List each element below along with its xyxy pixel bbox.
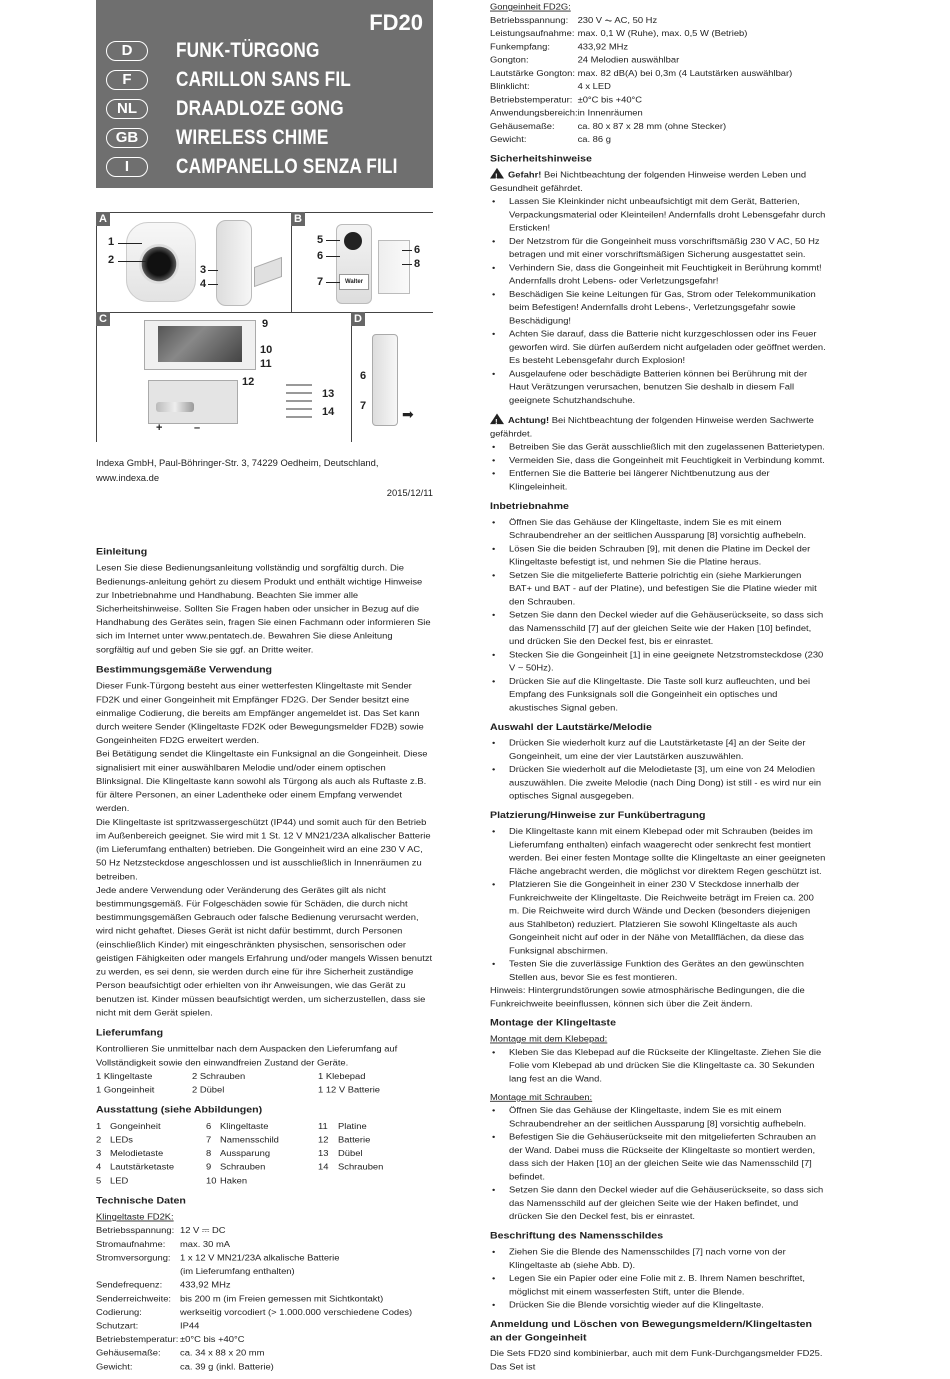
list-item: • Setzen Sie dann den Deckel wieder auf die Gehäuserückseite, so dass sich das Namensschild [7] auf der gleichen Seite wie der Haken [10] befindet, und drücken Sie den Deckel fest, bis er einrastet.: [490, 608, 826, 648]
bell-side-d-image: [372, 334, 398, 426]
table-cell: Betriebstemperatur:: [96, 1333, 179, 1344]
gefahr-label: Gefahr!: [508, 169, 542, 180]
table-cell: Gehäusemaße:: [490, 121, 555, 131]
table-cell: (im Lieferumfang enthalten): [180, 1265, 295, 1276]
einleitung-text: Lesen Sie diese Bedienungsanleitung vollständig und sorgfältig durch. Die Bedienungs-anleitung gehört zu diesem Produkt und enthält wichtige Hinweise zur Inbetriebnahme und Handhabung. Beachten Sie immer alle Sicherheitshinweise. Sollten Sie Fragen haben oder unsicher in Bezug auf die Handhabung des Gerätes sein, fragen Sie einen Fachmann oder informieren Sie sich im Internet unter www.pentatech.de. Bewahren Sie diese Anleitung sorgfältig auf und geben Sie sie ggf. an Dritte weiter.: [96, 562, 431, 655]
address-block: [96, 455, 433, 500]
auswahl-list: [490, 736, 826, 802]
table-cell: Blinklicht:: [490, 81, 530, 92]
heading-ausstattung: Ausstattung (siehe Abbildungen): [96, 1104, 263, 1116]
list-item: • Drücken Sie die Blende vorsichtig wieder auf die Klingeltaste.: [490, 1298, 826, 1311]
achtung-list: [490, 440, 826, 493]
table-cell: 1 Gongeinheit: [96, 1084, 155, 1095]
label-7: 7: [317, 276, 324, 288]
title-fr: CARILLON SANS FIL: [176, 68, 351, 91]
table-cell: 6: [206, 1120, 212, 1131]
figure-b-label: B: [291, 212, 305, 226]
company-address: Indexa GmbH, Paul-Böhringer-Str. 3, 74229 Oedheim, Deutschland, www.indexa.de: [96, 457, 379, 483]
table-cell: Schutzart:: [96, 1320, 139, 1331]
list-item: • Platzieren Sie die Gongeinheit in einer 230 V Steckdose innerhalb der Funkreichweite der Klingeltaste. Die Reichweite beträgt im Freien ca. 200 m. Die Reichweite wird durch Wände und Decken (besonders diejenigen aus Stahlbeton) reduziert. Platzieren Sie sowohl Klingeltaste als auch Gongeinheit nicht auf oder in der Nähe von Metallflächen, da diese das Funksignal abschirmen.: [490, 877, 826, 957]
table-cell: ca. 34 x 88 x 20 mm: [180, 1347, 265, 1358]
list-item: • Setzen Sie dann den Deckel wieder auf die Gehäuserückseite, so dass sich das Namensschild auf der gleichen Seite wie der Haken befindet, und drücken Sie den Deckel fest, bis er einrastet.: [490, 1183, 826, 1223]
table-row: [490, 53, 792, 66]
list-item: • Ausgelaufene oder beschädigte Batterien können bei Berührung mit der Haut Verätzungen verursachen, benutzen Sie deshalb in diesem Fall geeignete Schutzhandschuhe.: [490, 367, 826, 407]
table-cell: 9: [206, 1161, 212, 1172]
leader-8: [402, 264, 412, 265]
battery-plus: +: [156, 422, 163, 434]
label-7d: 7: [360, 400, 367, 412]
revision-date: 2015/12/11: [386, 487, 433, 498]
table-cell: 24 Melodien auswählbar: [577, 54, 680, 65]
table-row: [96, 1132, 433, 1146]
lieferumfang-table: [96, 1069, 433, 1096]
platzierung-hinweis: Hinweis: Hintergrundstörungen sowie atmosphärische Bedingungen, die die Funkreichweite beeinflussen, können sich über die Zeit ändern.: [490, 985, 805, 1009]
subheading-schrauben: Montage mit Schrauben:: [490, 1092, 593, 1102]
title-it: CAMPANELLO SENZA FILI: [176, 155, 398, 178]
title-nl: DRAADLOZE GONG: [176, 97, 344, 120]
list-item: • Vermeiden Sie, dass die Gongeinheit mit Feuchtigkeit in Verbindung kommt.: [490, 453, 826, 466]
ausstattung-table: [96, 1119, 433, 1187]
table-cell: 12 V ⎓ DC: [180, 1225, 226, 1236]
table-cell: Leistungsaufnahme:: [490, 28, 575, 38]
leader-1: [118, 243, 142, 244]
label-6b: 6: [414, 244, 421, 256]
table-row: [96, 1250, 412, 1264]
table-cell: ±0°C bis +40°C: [577, 94, 643, 105]
table-cell: Dübel: [338, 1147, 363, 1158]
lang-badge-f: F: [106, 70, 148, 90]
anmeldung-text: Die Sets FD20 sind kombinierbar, auch mit dem Funk-Durchgangsmelder FD25. Das Set ist: [490, 1348, 823, 1372]
label-6: 6: [317, 250, 324, 262]
table-row: [96, 1278, 412, 1292]
table-cell: [338, 1173, 433, 1187]
inbetriebnahme-list: [490, 515, 826, 714]
table-row: [96, 1305, 412, 1319]
table-cell: ±0°C bis +40°C: [180, 1333, 245, 1344]
list-item: • Entfernen Sie die Batterie bei längerer Nichtbenutzung aus der Klingeleinheit.: [490, 466, 826, 493]
list-item: • Öffnen Sie das Gehäuse der Klingeltaste, indem Sie es mit einem Schraubendreher an der seitlichen Aussparung [8] vorsichtig aufhebeln.: [490, 1103, 826, 1130]
figure-c-label: C: [96, 312, 110, 326]
table-row: [96, 1264, 412, 1278]
achtung-label: Achtung!: [508, 415, 550, 425]
sicherheit-list: [490, 194, 826, 406]
table-cell: Sendefrequenz:: [96, 1279, 163, 1290]
label-9: 9: [262, 318, 269, 330]
label-6d: 6: [360, 370, 367, 382]
table-cell: max. 0,1 W (Ruhe), max. 0,5 W (Betrieb): [577, 28, 748, 38]
label-10: 10: [260, 344, 273, 356]
table-row: [96, 1083, 433, 1097]
heading-lieferumfang: Lieferumfang: [96, 1027, 164, 1039]
table-row: [96, 1173, 433, 1187]
gefahr-note: [490, 168, 826, 195]
title-de: FUNK-TÜRGONG: [176, 39, 320, 62]
table-row: [96, 1146, 433, 1160]
table-cell: IP44: [180, 1320, 200, 1331]
bestimmung-para-3: Die Klingeltaste ist spritzwassergeschützt (IP44) und somit auch für den Betrieb im Außenbereich geeignet. Sie wird mit 1 St. 12 V MN21/23A alkalischer Batterie (im Lieferumfang enthalten) betrieben. Die Gongeinheit wird an eine 230 V AC, 50 Hz Netzsteckdose angeschlossen und ist ausschließlich in Innenräumen zu betreiben.: [96, 816, 431, 882]
product-code: FD20: [369, 10, 423, 35]
heading-sicherheitshinweise: Sicherheitshinweise: [490, 153, 592, 165]
list-item: • Lassen Sie Kleinkinder nicht unbeaufsichtigt mit dem Gerät, Batterien, Verpackungsmaterial oder Kleinteilen! Andernfalls droht Lebensgefahr durch Ersticken!: [490, 194, 826, 234]
gefahr-text: Bei Nichtbeachtung der folgenden Hinweise werden Leben und Gesundheit gefährdet.: [490, 169, 807, 193]
table-cell: Lautstärke Gongton:: [490, 68, 575, 78]
table-cell: 3: [96, 1147, 102, 1158]
heading-bestimmung: Bestimmungsgemäße Verwendung: [96, 664, 273, 676]
achtung-note: [490, 413, 826, 440]
figure-a-label: A: [96, 212, 110, 226]
gong-side-image: [216, 220, 252, 306]
label-12: 12: [242, 376, 255, 388]
table-row: [490, 13, 792, 26]
table-cell: 2 Schrauben: [192, 1070, 246, 1081]
warning-icon: [490, 168, 504, 179]
list-item: • Setzen Sie die mitgelieferte Batterie polrichtig ein (siehe Markierungen BAT+ und BAT - auf der Platine), und befestigen Sie die Platine wieder mit den Schrauben.: [490, 568, 826, 608]
list-item: • Drücken Sie wiederholt kurz auf die Lautstärketaste [4] an der Seite der Gongeinheit, um eine der vier Lautstärken auszuwählen.: [490, 736, 826, 763]
heading-anmeldung: Anmeldung und Löschen von Bewegungsmeldern/Klingeltasten an der Gongeinheit: [490, 1319, 812, 1343]
table-cell: 8: [206, 1147, 212, 1158]
table-cell: 7: [206, 1134, 212, 1145]
list-item: • Betreiben Sie das Gerät ausschließlich mit den zugelassenen Batterietypen.: [490, 440, 826, 453]
table-cell: Schrauben: [338, 1161, 384, 1172]
battery-minus: –: [194, 422, 201, 434]
beschriftung-list: [490, 1245, 826, 1311]
table-cell: 1: [96, 1120, 102, 1131]
table-cell: Gongeinheit: [110, 1120, 161, 1131]
table-cell: Stromversorgung:: [96, 1252, 171, 1263]
table-cell: 12: [318, 1134, 329, 1145]
leader-7: [326, 282, 340, 283]
list-item: • Drücken Sie wiederholt auf die Melodietaste [3], um eine von 24 Melodien auszuwählen. Die zweite Melodie (nach Ding Dong) ist still - es wird nur ein optisches Signal ausgegeben.: [490, 762, 826, 802]
table-cell: Betriebsspannung:: [96, 1225, 175, 1236]
table-cell: Batterie: [338, 1134, 371, 1145]
table-cell: 13: [318, 1147, 329, 1158]
leader-5: [326, 240, 340, 241]
arrow-right-icon: ➡: [402, 406, 414, 422]
label-3: 3: [200, 264, 207, 276]
table-row: [96, 1160, 433, 1174]
leader-4: [208, 284, 218, 285]
table-row: [490, 119, 792, 132]
list-item: • Der Netzstrom für die Gongeinheit muss vorschriftsmäßig 230 V AC, 50 Hz betragen und mit einer vorschriftsmäßigen Sicherung ausgestattet sein.: [490, 234, 826, 261]
table-cell: 433,92 MHz: [577, 41, 629, 52]
subheading-gongeinheit: Gongeinheit FD2G:: [490, 1, 571, 12]
speaker-grille: [139, 244, 179, 284]
list-item: • Beschädigen Sie keine Leitungen für Gas, Strom oder Telekommunikation beim Befestigen! Andernfalls droht Lebens-, Verletzungsgefahr sowie Beschädigung!: [490, 287, 826, 327]
table-cell: bis 200 m (im Freien gemessen mit Sichtkontakt): [180, 1293, 384, 1304]
leader-6b: [402, 250, 412, 251]
name-plate: [339, 274, 369, 290]
table-cell: Senderreichweite:: [96, 1293, 172, 1304]
table-row: [96, 1291, 412, 1305]
table-cell: Schrauben: [220, 1161, 266, 1172]
tech-table-gongeinheit: [490, 13, 792, 146]
list-item: • Drücken Sie auf die Klingeltaste. Die Taste soll kurz aufleuchten, und bei Empfang des Funksignals soll die Gongeinheit ein optisches und akustisches Signal geben.: [490, 674, 826, 714]
montage-schrauben-list: [490, 1103, 826, 1222]
table-row: [96, 1237, 412, 1251]
table-cell: 2: [96, 1134, 102, 1145]
tech-table-klingeltaste: [96, 1223, 412, 1373]
table-cell: Gewicht:: [490, 134, 527, 145]
label-13: 13: [322, 388, 335, 400]
list-item: • Die Klingeltaste kann mit einem Klebepad oder mit Schrauben (beides im Lieferumfang enthalten) einfach waagerecht oder senkrecht fest montiert werden. Bei einer festen Montage sollte die Klingeltaste an einer geeigneten Fläche angebracht werden, die möglichst vor direktem Regen geschützt ist.: [490, 824, 826, 877]
title-banner: [96, 0, 433, 188]
table-cell: LED: [110, 1175, 129, 1186]
label-5: 5: [317, 234, 324, 246]
table-cell: Namensschild: [220, 1134, 279, 1145]
list-item: • Ziehen Sie die Blende des Namensschildes [7] nach vorne von der Klingeltaste ab (siehe Abb. D).: [490, 1245, 826, 1272]
table-cell: max. 82 dB(A) bei 0,3m (4 Lautstärken auswählbar): [577, 68, 793, 78]
label-14: 14: [322, 406, 335, 418]
heading-platzierung: Platzierung/Hinweise zur Funkübertragung: [490, 810, 706, 821]
list-item: • Befestigen Sie die Gehäuserückseite mit den mitgelieferten Schrauben an der Wand. Dabei muss die Rückseite der Klingeltaste so montiert werden, dass sich der Haken [10] an der gleichen Seite wie das Namensschild [7] befindet.: [490, 1130, 826, 1183]
leader-6: [326, 256, 340, 257]
left-column: [96, 538, 433, 1373]
heading-technische-daten: Technische Daten: [96, 1195, 186, 1206]
subheading-klebepad: Montage mit dem Klebepad:: [490, 1033, 608, 1044]
name-plate-text: Walter: [344, 279, 364, 285]
table-cell: max. 30 mA: [180, 1238, 231, 1249]
table-row: [96, 1319, 412, 1333]
screws-image: [286, 384, 312, 418]
table-row: [96, 1346, 412, 1360]
list-item: • Kleben Sie das Klebepad auf die Rückseite der Klingeltaste. Ziehen Sie die Folie vom Klebepad ab und drücken Sie die Klingeltaste ca. 30 Sekunden lang fest an die Wand.: [490, 1045, 826, 1085]
label-4: 4: [200, 278, 207, 290]
table-cell: Aussparung: [220, 1147, 271, 1158]
table-row: [96, 1223, 412, 1237]
table-cell: Klingeltaste: [220, 1120, 269, 1131]
table-cell: Betriebsspannung:: [490, 15, 569, 25]
label-1: 1: [108, 236, 115, 248]
battery-image: [156, 402, 194, 412]
bestimmung-para-1: Dieser Funk-Türgong besteht aus einer wetterfesten Klingeltaste mit Sender FD2K und einer Gongeinheit mit Empfänger FD2G. Der Sender besitzt eine einmalige Codierung, die bereits am Empfänger angemeldet ist. Das Set kann durch weitere Sender (Klingeltaste FD2K oder Bewegungsmelder FD2B) sowie Gongeinheiten FD2G erweitert werden.: [96, 680, 424, 745]
heading-montage: Montage der Klingeltaste: [490, 1017, 616, 1029]
table-row: [490, 40, 792, 53]
label-2: 2: [108, 254, 115, 266]
subheading-klingeltaste: Klingeltaste FD2K:: [96, 1211, 174, 1222]
table-row: [490, 106, 792, 119]
bestimmung-para-2: Bei Betätigung sendet die Klingeltaste ein Funksignal an die Gongeinheit. Diese signalisiert mit einer auswählbaren Melodie und/oder einem optischen Blinksignal. Die Klingeltaste kann sowohl als Türgong als auch als Ruftaste z.B. für ältere Personen, an einer Ladentheke oder einem Empfang verwendet werden.: [96, 748, 428, 814]
warning-icon: [490, 413, 504, 424]
table-cell: 14: [318, 1161, 329, 1172]
list-item: • Legen Sie ein Papier oder eine Folie mit z. B. Ihrem Namen beschriftet, möglichst mit einem wasserfesten Stift, unter die Blende.: [490, 1271, 826, 1298]
table-cell: in Innenräumen: [577, 107, 643, 118]
platzierung-list: [490, 824, 826, 983]
montage-klebepad-list: [490, 1045, 826, 1085]
table-row: [96, 1332, 412, 1346]
table-cell: 1 Klebepad: [318, 1070, 366, 1081]
table-cell: ca. 39 g (inkl. Batterie): [180, 1361, 274, 1372]
table-cell: [318, 1173, 338, 1187]
table-cell: [96, 1264, 180, 1278]
heading-auswahl: Auswahl der Lautstärke/Melodie: [490, 721, 652, 733]
lang-badge-d: D: [106, 41, 148, 61]
lieferumfang-text: Kontrollieren Sie unmittelbar nach dem Auspacken den Lieferumfang auf Vollständigkeit sowie den einwandfreien Zustand der Geräte.: [96, 1043, 398, 1068]
bestimmung-para-4: Jede andere Verwendung oder Veränderung des Gerätes gilt als nicht bestimmungsgemäß. Für Folgeschäden sowie für Schäden, die durch nicht bestimmungsgemäßen Gebrauch oder falsche Bedienung verursacht werden, wird nicht gehaftet. Dieses Gerät ist nicht dafür bestimmt, durch Personen (einschließlich Kinder) mit eingeschränkten physischen, sensorischen oder geistigen Fähigkeiten oder mangels Erfahrung und/oder mangels Wissen benutzt zu werden, es sei denn, sie werden durch eine für ihre Sicherheit zuständige Person beaufsichtigt oder erhielten von ihr Anweisungen, wie das Gerät zu benutzen ist. Kinder müssen beaufsichtigt werden, um sicherzustellen, dass sie nicht mit dem Gerät spielen.: [96, 884, 433, 1018]
table-cell: 1 12 V Batterie: [318, 1084, 381, 1095]
label-11: 11: [260, 358, 272, 370]
list-item: • Verhindern Sie, dass die Gongeinheit mit Feuchtigkeit in Berührung kommt! Andernfalls droht Lebens- oder Verletzungsgefahr!: [490, 261, 826, 288]
leader-2: [118, 261, 146, 262]
table-cell: Platine: [338, 1120, 367, 1131]
list-item: • Lösen Sie die beiden Schrauben [9], mit denen die Platine im Deckel der Klingeltaste befestigt ist, und nehmen Sie die Platine heraus.: [490, 542, 826, 569]
list-item: • Öffnen Sie das Gehäuse der Klingeltaste, indem Sie es mit einem Schraubendreher an der seitlichen Aussparung [8] vorsichtig aufhebeln.: [490, 515, 826, 542]
table-cell: 5: [96, 1175, 102, 1186]
table-row: [490, 133, 792, 146]
heading-beschriftung: Beschriftung des Namensschildes: [490, 1230, 664, 1242]
table-cell: 1 Klingeltaste: [96, 1070, 153, 1081]
table-cell: 1 x 12 V MN21/23A alkalische Batterie: [180, 1252, 340, 1263]
table-cell: Anwendungsbereich:: [490, 107, 578, 118]
table-cell: Gewicht:: [96, 1361, 133, 1372]
table-row: [96, 1359, 412, 1373]
table-cell: ca. 80 x 87 x 28 mm (ohne Stecker): [577, 121, 727, 131]
figures-area: [96, 212, 433, 442]
table-cell: Funkempfang:: [490, 41, 550, 52]
table-cell: Betriebstemperatur:: [490, 94, 573, 105]
table-cell: Stromaufnahme:: [96, 1238, 166, 1249]
table-cell: LEDs: [110, 1134, 133, 1145]
table-row: [490, 66, 792, 79]
list-item: • Achten Sie darauf, dass die Batterie nicht kurzgeschlossen oder ins Feuer geworfen wird. Sie dürfen außerdem nicht aufgeladen oder geöffnet werden. Es besteht Lebensgefahr durch Explosion!: [490, 327, 826, 367]
table-cell: 4: [96, 1161, 102, 1172]
label-8: 8: [414, 258, 421, 270]
title-en: WIRELESS CHIME: [176, 126, 329, 149]
bell-button-key: [344, 232, 362, 250]
figure-d-label: D: [351, 312, 365, 326]
lang-badge-nl: NL: [106, 99, 148, 119]
table-cell: werkseitig vorcodiert (> 1.000.000 verschiedene Codes): [180, 1306, 413, 1317]
table-row: [96, 1119, 433, 1133]
table-cell: 4 x LED: [577, 81, 611, 92]
table-cell: 11: [318, 1120, 328, 1131]
right-column: [490, 0, 826, 1373]
table-cell: 2 Dübel: [192, 1084, 225, 1095]
table-row: [490, 27, 792, 40]
list-item: • Stecken Sie die Gongeinheit [1] in eine geeignete Netzstromsteckdose (230 V ~ 50Hz).: [490, 648, 826, 675]
table-cell: 230 V ⏦ AC, 50 Hz: [577, 15, 658, 25]
heading-inbetriebnahme: Inbetriebnahme: [490, 500, 569, 512]
heading-einleitung: Einleitung: [96, 546, 148, 558]
table-cell: Lautstärketaste: [110, 1161, 175, 1172]
table-row: [96, 1069, 433, 1083]
table-cell: ca. 86 g: [577, 134, 611, 145]
table-cell: Gongton:: [490, 54, 529, 65]
achtung-text: Bei Nichtbeachtung der folgenden Hinweise werden Sachwerte gefährdet.: [490, 415, 814, 439]
table-row: [490, 80, 792, 93]
circuit-board-pcb: [158, 326, 242, 362]
table-row: [490, 93, 792, 106]
leader-3: [208, 270, 218, 271]
table-cell: 10: [206, 1175, 217, 1186]
table-cell: Melodietaste: [110, 1147, 164, 1158]
table-cell: 433,92 MHz: [180, 1279, 231, 1290]
lang-badge-gb: GB: [106, 128, 148, 148]
list-item: • Testen Sie die zuverlässige Funktion des Gerätes an den gewünschten Stellen aus, bevor Sie es fest montieren.: [490, 957, 826, 984]
table-cell: Haken: [220, 1175, 248, 1186]
lang-badge-i: I: [106, 157, 148, 177]
bell-side-image: [378, 240, 410, 294]
table-cell: Gehäusemaße:: [96, 1347, 161, 1358]
table-cell: Codierung:: [96, 1306, 142, 1317]
